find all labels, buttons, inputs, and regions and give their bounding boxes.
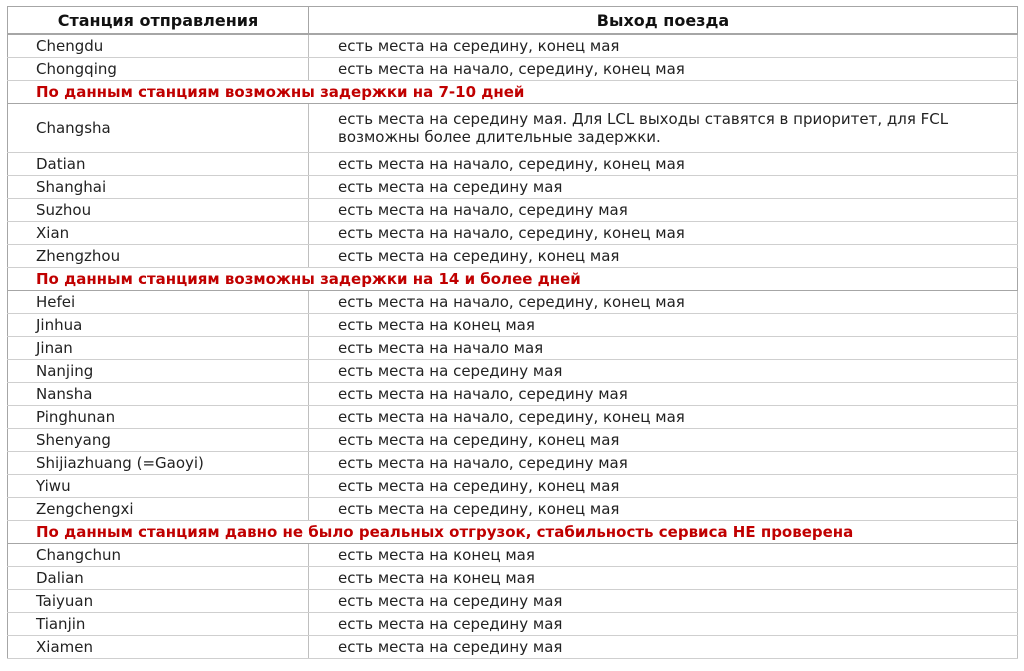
train-exit-cell: есть места на середину мая <box>309 360 1018 383</box>
train-exit-cell: есть места на начало, середину мая <box>309 383 1018 406</box>
station-cell: Xiamen <box>8 636 309 659</box>
table-row <box>8 452 1018 475</box>
station-cell: Pinghunan <box>8 406 309 429</box>
train-exit-cell: есть места на середину, конец мая <box>309 245 1018 268</box>
train-exit-cell: есть места на начало, середину, конец мая <box>309 406 1018 429</box>
train-exit-cell: есть места на середину мая <box>309 636 1018 659</box>
station-cell: Datian <box>8 153 309 176</box>
table-row <box>8 222 1018 245</box>
station-cell: Jinan <box>8 337 309 360</box>
station-cell: Chongqing <box>8 58 309 81</box>
train-schedule-table <box>7 6 1018 659</box>
table-row <box>8 498 1018 521</box>
station-cell: Hefei <box>8 291 309 314</box>
train-exit-cell: есть места на начало мая <box>309 337 1018 360</box>
train-exit-cell: есть места на начало, середину мая <box>309 452 1018 475</box>
station-cell: Chengdu <box>8 34 309 58</box>
train-exit-cell: есть места на середину мая <box>309 590 1018 613</box>
train-exit-cell: есть места на середину мая <box>309 613 1018 636</box>
train-exit-cell: есть места на начало, середину, конец мая <box>309 222 1018 245</box>
delay-warning-row <box>8 268 1018 291</box>
table-row <box>8 314 1018 337</box>
delay-warning-row <box>8 521 1018 544</box>
train-exit-cell: есть места на конец мая <box>309 314 1018 337</box>
train-exit-cell: есть места на середину, конец мая <box>309 498 1018 521</box>
station-cell: Xian <box>8 222 309 245</box>
station-cell: Changchun <box>8 544 309 567</box>
table-row <box>8 176 1018 199</box>
train-exit-cell: есть места на начало, середину мая <box>309 199 1018 222</box>
station-cell: Shanghai <box>8 176 309 199</box>
delay-warning-text: По данным станциям давно не было реальных отгрузок, стабильность сервиса НЕ проверена <box>8 521 1018 544</box>
station-cell: Changsha <box>8 104 309 153</box>
table-row <box>8 406 1018 429</box>
station-cell: Yiwu <box>8 475 309 498</box>
table-row <box>8 567 1018 590</box>
train-exit-cell: есть места на середину мая. Для LCL выходы ставятся в приоритет, для FCL возможны более длительные задержки. <box>309 104 1018 153</box>
station-column-header: Станция отправления <box>8 7 309 35</box>
station-cell: Tianjin <box>8 613 309 636</box>
table-row <box>8 544 1018 567</box>
train-exit-cell: есть места на начало, середину, конец мая <box>309 291 1018 314</box>
train-exit-cell: есть места на середину мая <box>309 176 1018 199</box>
train-exit-cell: есть места на середину, конец мая <box>309 34 1018 58</box>
station-cell: Shijiazhuang (=Gaoyi) <box>8 452 309 475</box>
station-cell: Nanjing <box>8 360 309 383</box>
table-row <box>8 429 1018 452</box>
table-row <box>8 153 1018 176</box>
delay-warning-text: По данным станциям возможны задержки на 7-10 дней <box>8 81 1018 104</box>
train-exit-cell: есть места на начало, середину, конец мая <box>309 153 1018 176</box>
table-row <box>8 245 1018 268</box>
train-exit-cell: есть места на начало, середину, конец мая <box>309 58 1018 81</box>
table-row <box>8 104 1018 153</box>
table-row <box>8 199 1018 222</box>
table-row <box>8 337 1018 360</box>
table-row <box>8 291 1018 314</box>
station-cell: Suzhou <box>8 199 309 222</box>
table-row <box>8 360 1018 383</box>
table-row <box>8 383 1018 406</box>
exit-column-header: Выход поезда <box>309 7 1018 35</box>
table-body <box>8 34 1018 659</box>
train-exit-cell: есть места на конец мая <box>309 567 1018 590</box>
table-header-row <box>8 7 1018 35</box>
train-exit-cell: есть места на середину, конец мая <box>309 429 1018 452</box>
station-cell: Nansha <box>8 383 309 406</box>
station-cell: Jinhua <box>8 314 309 337</box>
station-cell: Zhengzhou <box>8 245 309 268</box>
table-row <box>8 636 1018 659</box>
table-row <box>8 34 1018 58</box>
table-row <box>8 58 1018 81</box>
train-exit-cell: есть места на середину, конец мая <box>309 475 1018 498</box>
station-cell: Shenyang <box>8 429 309 452</box>
table-row <box>8 590 1018 613</box>
train-exit-cell: есть места на конец мая <box>309 544 1018 567</box>
delay-warning-row <box>8 81 1018 104</box>
delay-warning-text: По данным станциям возможны задержки на 14 и более дней <box>8 268 1018 291</box>
station-cell: Dalian <box>8 567 309 590</box>
table-row <box>8 613 1018 636</box>
table-row <box>8 475 1018 498</box>
station-cell: Zengchengxi <box>8 498 309 521</box>
station-cell: Taiyuan <box>8 590 309 613</box>
